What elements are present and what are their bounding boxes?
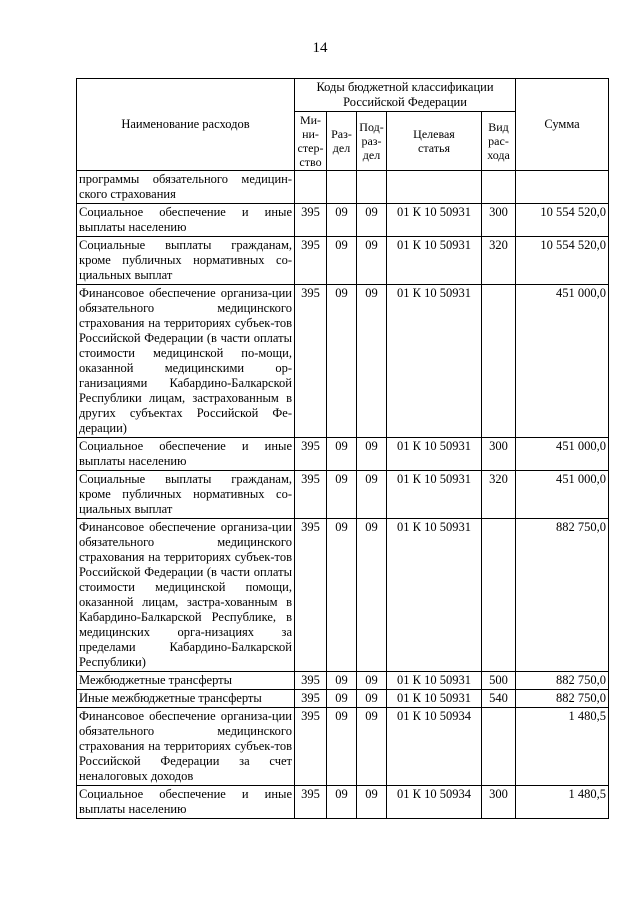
cell-section: 09 [327, 285, 357, 438]
cell-section: 09 [327, 708, 357, 786]
cell-target: 01 К 10 50931 [387, 672, 482, 690]
cell-target: 01 К 10 50931 [387, 471, 482, 519]
cell-name: Социальное обеспечение и иные выплаты населению [77, 204, 295, 237]
cell-target: 01 К 10 50931 [387, 519, 482, 672]
cell-section: 09 [327, 786, 357, 819]
cell-amount: 882 750,0 [516, 690, 609, 708]
cell-name: Социальные выплаты гражданам, кроме публичных нормативных со-циальных выплат [77, 237, 295, 285]
cell-ministry: 395 [295, 237, 327, 285]
cell-ministry [295, 171, 327, 204]
cell-type: 540 [482, 690, 516, 708]
table-header [77, 79, 609, 171]
cell-type: 300 [482, 438, 516, 471]
cell-ministry: 395 [295, 690, 327, 708]
cell-ministry: 395 [295, 471, 327, 519]
cell-subsection: 09 [357, 786, 387, 819]
cell-ministry: 395 [295, 285, 327, 438]
table-row [77, 708, 609, 786]
cell-type: 320 [482, 237, 516, 285]
cell-section: 09 [327, 237, 357, 285]
cell-amount: 882 750,0 [516, 519, 609, 672]
header-name: Наименование расходов [77, 79, 295, 171]
header-section: Раз- дел [327, 112, 357, 171]
cell-subsection: 09 [357, 672, 387, 690]
table-row [77, 786, 609, 819]
cell-subsection: 09 [357, 237, 387, 285]
table-row [77, 204, 609, 237]
cell-target: 01 К 10 50934 [387, 786, 482, 819]
cell-ministry: 395 [295, 438, 327, 471]
cell-amount: 10 554 520,0 [516, 237, 609, 285]
cell-type: 320 [482, 471, 516, 519]
cell-type [482, 285, 516, 438]
cell-name: Социальное обеспечение и иные выплаты населению [77, 438, 295, 471]
cell-amount: 451 000,0 [516, 285, 609, 438]
header-ministry: Ми- ни- стер- ство [295, 112, 327, 171]
cell-target: 01 К 10 50931 [387, 285, 482, 438]
page-number: 14 [312, 40, 328, 56]
cell-type: 500 [482, 672, 516, 690]
cell-ministry: 395 [295, 708, 327, 786]
cell-subsection: 09 [357, 519, 387, 672]
table-row [77, 171, 609, 204]
cell-type [482, 708, 516, 786]
cell-target: 01 К 10 50931 [387, 237, 482, 285]
cell-amount: 1 480,5 [516, 786, 609, 819]
table-row [77, 438, 609, 471]
cell-amount: 882 750,0 [516, 672, 609, 690]
cell-name: Социальное обеспечение и иные выплаты населению [77, 786, 295, 819]
cell-amount: 1 480,5 [516, 708, 609, 786]
table-row [77, 471, 609, 519]
cell-amount: 451 000,0 [516, 438, 609, 471]
cell-section: 09 [327, 690, 357, 708]
cell-amount: 451 000,0 [516, 471, 609, 519]
cell-section: 09 [327, 519, 357, 672]
table-row [77, 285, 609, 438]
cell-target [387, 171, 482, 204]
header-amount: Сумма [516, 79, 609, 171]
cell-subsection: 09 [357, 438, 387, 471]
cell-name: Финансовое обеспечение организа-ции обязательного медицинского страхования на территориях субъек-тов Российской Федерации (в части оплаты стоимости медицинской помощи, оказанной лицам, застра-хованным в Кабардино-Балкарской Республике, в медицинских орга-низациях за пределами Кабардино-Балкарской Республики) [77, 519, 295, 672]
cell-subsection: 09 [357, 471, 387, 519]
cell-subsection: 09 [357, 690, 387, 708]
header-target: Целевая статья [387, 112, 482, 171]
cell-section: 09 [327, 672, 357, 690]
table-body [77, 171, 609, 819]
cell-target: 01 К 10 50931 [387, 690, 482, 708]
table-row [77, 672, 609, 690]
budget-table [76, 78, 609, 819]
table-row [77, 237, 609, 285]
cell-type: 300 [482, 786, 516, 819]
cell-ministry: 395 [295, 204, 327, 237]
cell-name: Межбюджетные трансферты [77, 672, 295, 690]
cell-target: 01 К 10 50934 [387, 708, 482, 786]
table-row [77, 519, 609, 672]
cell-section: 09 [327, 438, 357, 471]
cell-ministry: 395 [295, 786, 327, 819]
cell-name: Финансовое обеспечение организа-ции обязательного медицинского страхования на территориях субъек-тов Российской Федерации за счет неналоговых доходов [77, 708, 295, 786]
cell-subsection [357, 171, 387, 204]
cell-ministry: 395 [295, 519, 327, 672]
cell-subsection: 09 [357, 204, 387, 237]
header-codes-group: Коды бюджетной классификации Российской Федерации [295, 79, 516, 112]
cell-name: Финансовое обеспечение организа-ции обязательного медицинского страхования на территориях субъек-тов Российской Федерации (в части оплаты стоимости медицинской по-мощи, оказанной медицинскими ор-ганизациями Кабардино-Балкарской Республики лицам, застрахованным в других субъектах Российской Фе-дерации) [77, 285, 295, 438]
table-row [77, 690, 609, 708]
cell-amount [516, 171, 609, 204]
cell-section [327, 171, 357, 204]
cell-type [482, 519, 516, 672]
cell-name: Иные межбюджетные трансферты [77, 690, 295, 708]
cell-subsection: 09 [357, 708, 387, 786]
header-subsection: Под- раз- дел [357, 112, 387, 171]
cell-section: 09 [327, 204, 357, 237]
cell-section: 09 [327, 471, 357, 519]
header-type: Вид рас- хода [482, 112, 516, 171]
cell-target: 01 К 10 50931 [387, 438, 482, 471]
cell-type [482, 171, 516, 204]
cell-subsection: 09 [357, 285, 387, 438]
cell-target: 01 К 10 50931 [387, 204, 482, 237]
cell-amount: 10 554 520,0 [516, 204, 609, 237]
cell-name: Социальные выплаты гражданам, кроме публичных нормативных со-циальных выплат [77, 471, 295, 519]
cell-type: 300 [482, 204, 516, 237]
cell-name: программы обязательного медицин-ского страхования [77, 171, 295, 204]
cell-ministry: 395 [295, 672, 327, 690]
